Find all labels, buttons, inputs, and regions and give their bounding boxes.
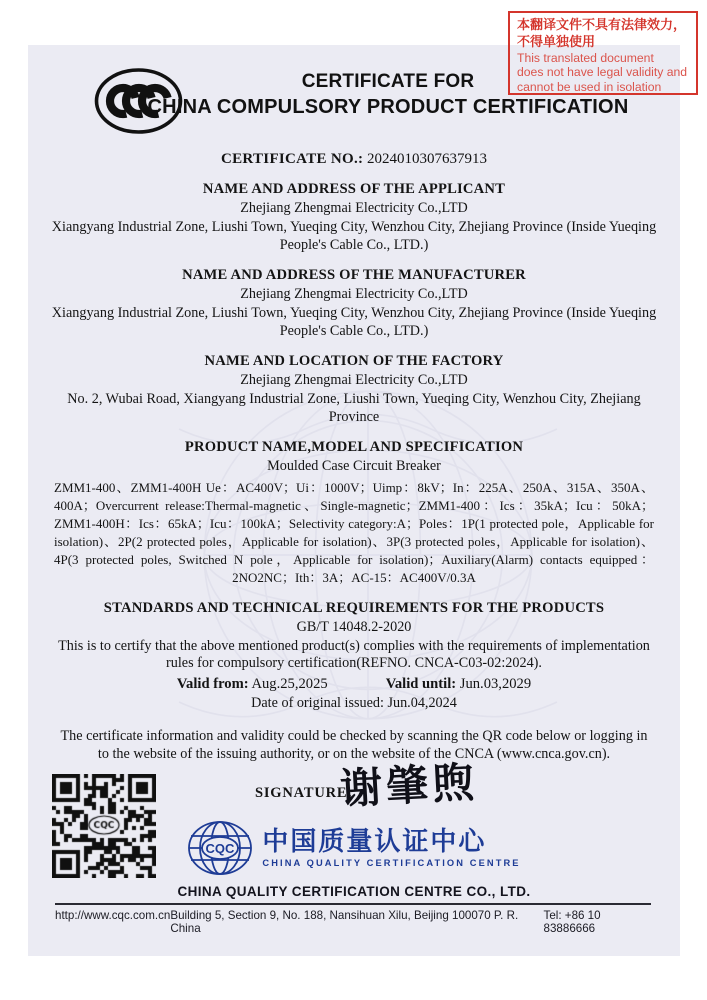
- cqc-logo-block: [28, 820, 680, 876]
- product-name: Moulded Case Circuit Breaker: [267, 457, 441, 474]
- signature-handwriting: 谢肇煦: [338, 757, 480, 814]
- product-heading: PRODUCT NAME,MODEL AND SPECIFICATION: [184, 438, 524, 455]
- original-issue-date: Date of original issued: Jun.04,2024: [251, 694, 457, 711]
- standard-code: GB/T 14048.2-2020: [296, 618, 412, 635]
- cqc-name-en: CHINA QUALITY CERTIFICATION CENTRE: [262, 858, 521, 869]
- footer: [28, 909, 680, 935]
- factory-name: Zhejiang Zhengmai Electricity Co.,LTD: [240, 371, 468, 388]
- manufacturer-heading: NAME AND ADDRESS OF THE MANUFACTURER: [182, 266, 526, 283]
- manufacturer-address: Xiangyang Industrial Zone, Liushi Town, Yueqing City, Wenzhou City, Zhejiang Province (Inside Yueqing People's Cable Co., LTD.): [51, 305, 657, 339]
- disclaimer-zh-line-2: 不得单独使用: [517, 33, 596, 49]
- disclaimer-en-line-2: does not have legal validity and: [517, 65, 688, 80]
- cqc-globe-icon: [187, 820, 253, 876]
- manufacturer-name: Zhejiang Zhengmai Electricity Co.,LTD: [240, 285, 468, 302]
- cqc-name-zh: 中国质量认证中心: [262, 825, 487, 856]
- valid-from-label: Valid from:: [176, 675, 249, 692]
- disclaimer-zh-line-1: 本翻译文件不具有法律效力，: [517, 17, 687, 32]
- certificate-page: [28, 45, 680, 956]
- applicant-address: Xiangyang Industrial Zone, Liushi Town, Yueqing City, Wenzhou City, Zhejiang Province (Inside Yueqing People's Cable Co., LTD.): [51, 219, 657, 253]
- disclaimer-en-line-3: cannot be used in isolation: [517, 80, 662, 95]
- product-section: [28, 439, 680, 587]
- footer-website: http://www.cqc.com.cn: [55, 909, 171, 922]
- applicant-name: Zhejiang Zhengmai Electricity Co.,LTD: [240, 200, 468, 216]
- valid-from: [177, 676, 328, 693]
- factory-section: [28, 353, 680, 426]
- standards-section: [28, 600, 680, 712]
- applicant-heading: NAME AND ADDRESS OF THE APPLICANT: [202, 181, 506, 197]
- issuer-company-name: CHINA QUALITY CERTIFICATION CENTRE CO., LTD.: [177, 884, 531, 899]
- certificate-number-row: [28, 151, 680, 168]
- valid-until-value: Jun.03,2029: [459, 675, 532, 692]
- certificate-number-value: 2024010307637913: [367, 151, 488, 167]
- verification-note: The certificate information and validity could be checked by scanning the QR code below or logging in to the website of the issuing authority, or on the website of the CNCA (www.cnca.gov.cn).: [60, 728, 648, 762]
- certify-text: This is to certify that the above mentioned product(s) complies with the requirements of implementation rules for compulsory certification(REFNO. CNCA-C03-02:2024).: [58, 638, 650, 672]
- valid-from-value: Aug.25,2025: [251, 675, 328, 692]
- validity-row: [28, 676, 680, 693]
- title-line-2: CHINA COMPULSORY PRODUCT CERTIFICATION: [147, 96, 629, 118]
- cqc-text: [262, 825, 521, 869]
- certificate-number-label: CERTIFICATE NO.:: [220, 151, 364, 167]
- footer-tel: Tel: +86 10 83886666: [543, 909, 601, 935]
- translation-disclaimer-box: [508, 11, 698, 95]
- signature-label: SIGNATURE:: [255, 785, 353, 801]
- valid-until-label: Valid until:: [385, 675, 457, 692]
- product-specification: ZMM1-400、ZMM1-400H Ue：AC400V；Ui：1000V；Uimp：8kV；In：225A、250A、315A、350A、400A；Overcurrent release:Thermal-magnetic、Single-magnetic；ZMM1-400：Ics：35kA；Icu：50kA；ZMM1-400H：Ics：65kA；Icu：100kA；Selectivity category:A；Poles：1P(1 protected pole，Applicable for isolation)、2P(2 protected poles，Applicable for isolation)、3P(3 protected poles，Applicable for isolation)、4P(3 protected poles, Switched N pole，Applicable for isolation)；Auxiliary(Alarm) contacts equipped：2NO2NC；Ith：3A；AC-15：AC400V/0.3A: [54, 480, 654, 585]
- title-line-1: CERTIFICATE FOR: [301, 71, 475, 92]
- footer-divider: [55, 903, 651, 905]
- disclaimer-en-line-1: This translated document: [517, 50, 654, 65]
- cqc-letters: CQC: [205, 841, 235, 856]
- factory-address: No. 2, Wubai Road, Xiangyang Industrial Zone, Liushi Town, Yueqing City, Wenzhou City, Zhejiang Province: [67, 391, 641, 425]
- standards-heading: STANDARDS AND TECHNICAL REQUIREMENTS FOR THE PRODUCTS: [103, 599, 605, 616]
- applicant-section: [28, 181, 680, 254]
- manufacturer-section: [28, 267, 680, 340]
- factory-heading: NAME AND LOCATION OF THE FACTORY: [204, 352, 504, 369]
- footer-address: Building 5, Section 9, No. 188, Nansihuan Xilu, Beijing 100070 P. R. China: [170, 909, 519, 935]
- valid-until: [386, 676, 531, 693]
